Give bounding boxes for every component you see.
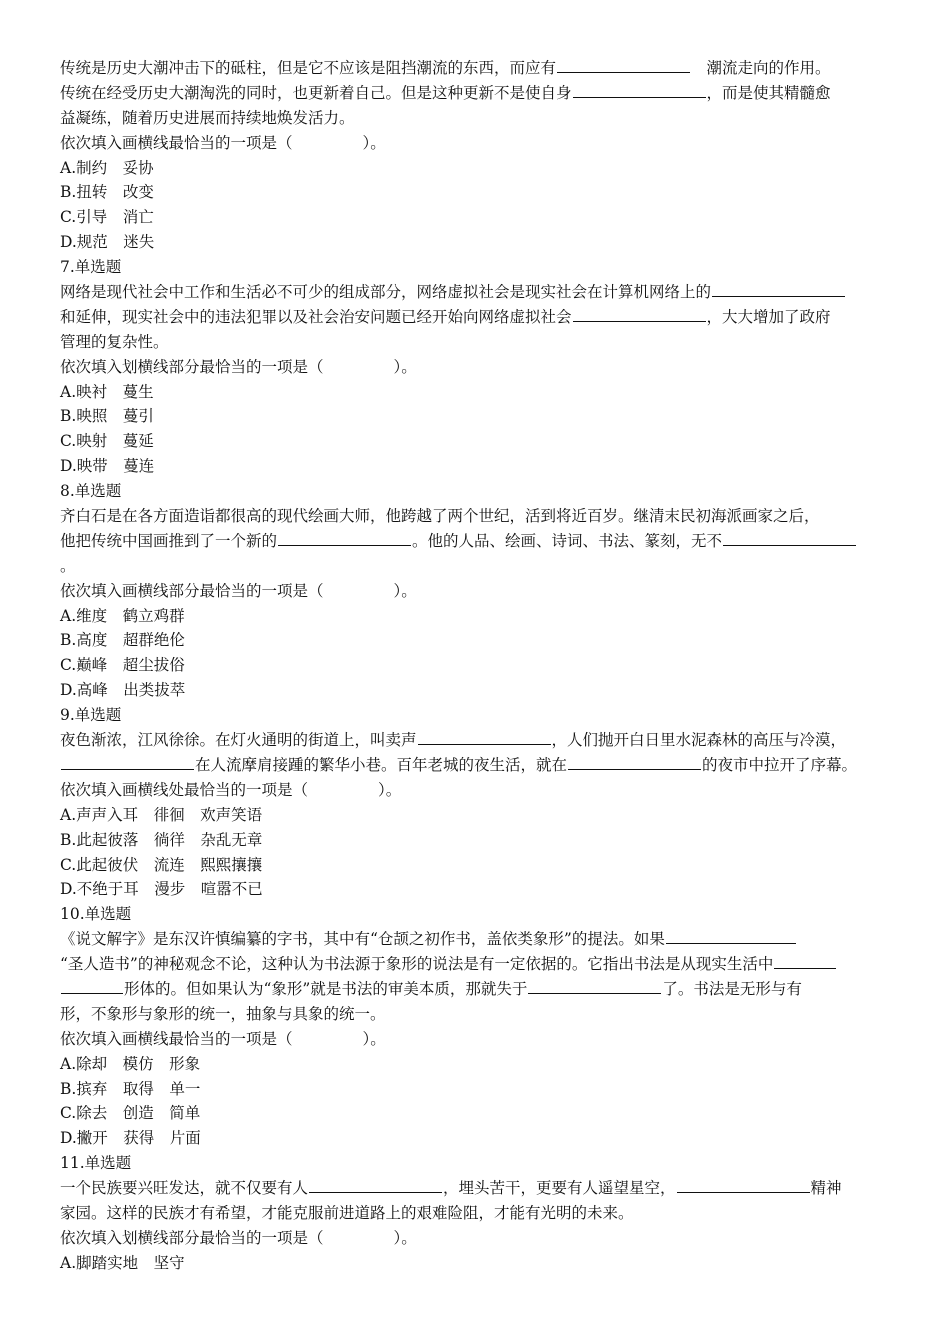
q10-option-a[interactable]: A.除却 模仿 形象 [60, 1054, 201, 1073]
q9-prompt: 依次填入画横线处最恰当的一项是（ ）。 [60, 780, 402, 799]
q6-option-c[interactable]: C.引导 消亡 [60, 208, 154, 227]
blank [774, 954, 836, 969]
blank [309, 1178, 442, 1193]
q8-prompt: 依次填入画横线部分最恰当的一项是（ ）。 [60, 581, 417, 600]
q11-option-a[interactable]: A.脚踏实地 坚守 [60, 1253, 185, 1272]
q8-option-a[interactable]: A.维度 鹤立鸡群 [60, 606, 185, 625]
q10-header: 10.单选题 [60, 905, 132, 924]
blank [557, 58, 690, 73]
blank [528, 979, 661, 994]
q10-option-d[interactable]: D.撇开 获得 片面 [60, 1129, 201, 1148]
q10-text-line-4: 形，不象形与象形的统一，抽象与具象的统一。 [60, 1004, 386, 1023]
blank [712, 282, 845, 297]
q9-text-line-2: 在人流摩肩接踵的繁华小巷。百年老城的夜生活，就在 的夜市中拉开了序幕。 [60, 753, 900, 778]
blank [723, 531, 856, 546]
blank [278, 531, 411, 546]
q9-option-b[interactable]: B.此起彼落 徜徉 杂乱无章 [60, 830, 263, 849]
q8-text-line-3: 。 [60, 556, 76, 575]
q10-text-line-1: 《说文解字》是东汉许慎编纂的字书，其中有“仓颉之初作书，盖依类象形”的提法。如果 [60, 927, 900, 952]
q8-option-d[interactable]: D.高峰 出类拔萃 [60, 681, 186, 700]
q7-prompt: 依次填入划横线部分最恰当的一项是（ ）。 [60, 357, 417, 376]
blank [418, 730, 551, 745]
q10-option-b[interactable]: B.摈弃 取得 单一 [60, 1079, 201, 1098]
q11-text-line-2: 家园。这样的民族才有希望，才能克服前进道路上的艰难险阻，才能有光明的未来。 [60, 1203, 634, 1222]
blank [61, 979, 123, 994]
q10-prompt: 依次填入画横线最恰当的一项是（ ）。 [60, 1029, 386, 1048]
q8-text-line-2: 他把传统中国画推到了一个新的 。他的人品、绘画、诗词、书法、篆刻，无不 [60, 529, 900, 554]
q10-text-line-2: “圣人造书”的神秘观念不论，这种认为书法源于象形的说法是有一定依据的。它指出书法是从现实生活中 [60, 952, 900, 977]
q6-prompt: 依次填入画横线最恰当的一项是（ ）。 [60, 133, 386, 152]
blank [573, 307, 706, 322]
blank [61, 755, 194, 770]
q9-option-a[interactable]: A.声声入耳 徘徊 欢声笑语 [60, 805, 263, 824]
q6-text-line-3: 益凝练，随着历史进展而持续地焕发活力。 [60, 108, 355, 127]
q7-text-line-2: 和延伸，现实社会中的违法犯罪以及社会治安问题已经开始向网络虚拟社会 ，大大增加了政府 [60, 307, 831, 326]
blank [573, 83, 706, 98]
q7-option-c[interactable]: C.映射 蔓延 [60, 432, 154, 451]
q7-option-d[interactable]: D.映带 蔓连 [60, 457, 155, 476]
q11-header: 11.单选题 [60, 1154, 132, 1173]
q11-text-line-1: 一个民族要兴旺发达，就不仅要有人 ，埋头苦干，更要有人遥望星空， 精神 [60, 1179, 842, 1198]
q8-header: 8.单选题 [60, 482, 122, 501]
q11-prompt: 依次填入划横线部分最恰当的一项是（ ）。 [60, 1228, 417, 1247]
q6-option-a[interactable]: A.制约 妥协 [60, 158, 154, 177]
document-page [60, 56, 900, 1276]
q9-header: 9.单选题 [60, 706, 122, 725]
q8-text-line-1: 齐白石是在各方面造诣都很高的现代绘画大师，他跨越了两个世纪，活到将近百岁。继清末民初海派画家之后， [60, 507, 820, 526]
q8-option-b[interactable]: B.高度 超群绝伦 [60, 631, 185, 650]
blank [677, 1178, 810, 1193]
q7-header: 7.单选题 [60, 258, 122, 277]
blank [666, 929, 796, 944]
q7-text-line-3: 管理的复杂性。 [60, 332, 169, 351]
q7-text-line-1: 网络是现代社会中工作和生活必不可少的组成部分，网络虚拟社会是现实社会在计算机网络上的 [60, 280, 900, 305]
q10-option-c[interactable]: C.除去 创造 简单 [60, 1104, 201, 1123]
blank [568, 755, 701, 770]
q9-text-line-1: 夜色渐浓，江风徐徐。在灯火通明的街道上，叫卖声 ，人们抛开白日里水泥森林的高压与冷漠， [60, 731, 847, 750]
q9-option-c[interactable]: C.此起彼伏 流连 熙熙攘攘 [60, 855, 263, 874]
q9-option-d[interactable]: D.不绝于耳 漫步 喧嚣不已 [60, 880, 263, 899]
q6-option-b[interactable]: B.扭转 改变 [60, 183, 154, 202]
q10-text-line-3: 形体的。但如果认为“象形”就是书法的审美本质，那就失于 了。书法是无形与有 [60, 977, 900, 1002]
q7-option-a[interactable]: A.映衬 蔓生 [60, 382, 154, 401]
q6-text-line-2: 传统在经受历史大潮淘洗的同时，也更新着自己。但是这种更新不是使自身 ，而是使其精髓愈 [60, 83, 831, 102]
q6-option-d[interactable]: D.规范 迷失 [60, 233, 155, 252]
q6-text-line-1: 传统是历史大潮冲击下的砥柱，但是它不应该是阻挡潮流的东西，而应有 潮流走向的作用。 [60, 59, 831, 77]
q7-option-b[interactable]: B.映照 蔓引 [60, 407, 154, 426]
q8-option-c[interactable]: C.巅峰 超尘拔俗 [60, 656, 185, 675]
